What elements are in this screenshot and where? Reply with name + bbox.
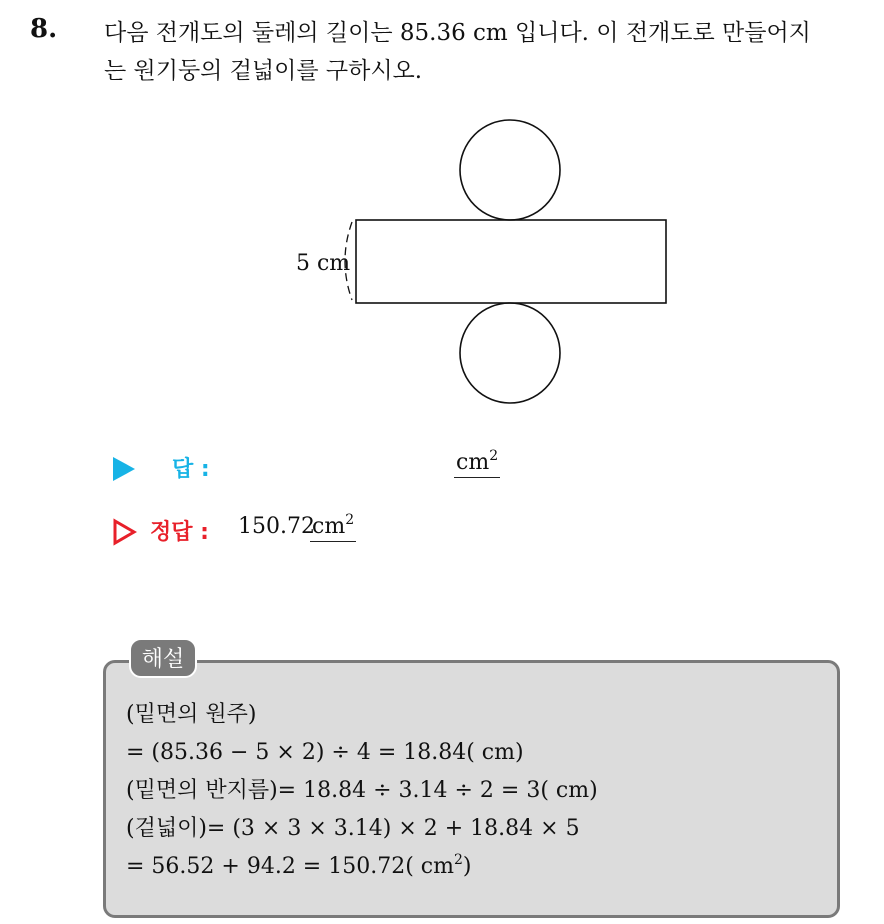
answer-unit: $cm^2$ [454, 450, 500, 478]
correct-marker-icon [112, 518, 138, 546]
correct-answer-unit: $cm^2$ [310, 514, 356, 542]
solution-tab: 해설 [129, 638, 197, 678]
question-line-2: 는 원기둥의 겉넓이를 구하시오. [104, 58, 423, 84]
solution-line-5: = 56.52 + 94.2 = 150.72( $cm^2$) [126, 852, 472, 879]
correct-answer-label: 정답 : [150, 520, 209, 545]
side-rectangle [356, 220, 666, 303]
solution-line-1: (밑면의 원주) [126, 702, 257, 727]
question-number: 8. [30, 14, 58, 44]
correct-answer-value: 150.72 [238, 514, 315, 539]
bottom-base-circle [460, 303, 560, 403]
top-base-circle [460, 120, 560, 220]
question-line-1: 다음 전개도의 둘레의 길이는 85.36 cm 입니다. 이 전개도로 만들어지 [104, 20, 811, 46]
solution-line-3: (밑면의 반지름)= 18.84 ÷ 3.14 ÷ 2 = 3( cm) [126, 778, 598, 803]
question-text [104, 14, 864, 90]
answer-marker-icon [113, 457, 135, 481]
answer-label: 답 : [172, 457, 210, 482]
height-label: 5 cm [296, 251, 351, 276]
cylinder-net-figure [280, 110, 700, 410]
solution-line-4: (겉넓이)= (3 × 3 × 3.14) × 2 + 18.84 × 5 [126, 816, 580, 841]
solution-line-2: = (85.36 − 5 × 2) ÷ 4 = 18.84( cm) [126, 740, 524, 765]
